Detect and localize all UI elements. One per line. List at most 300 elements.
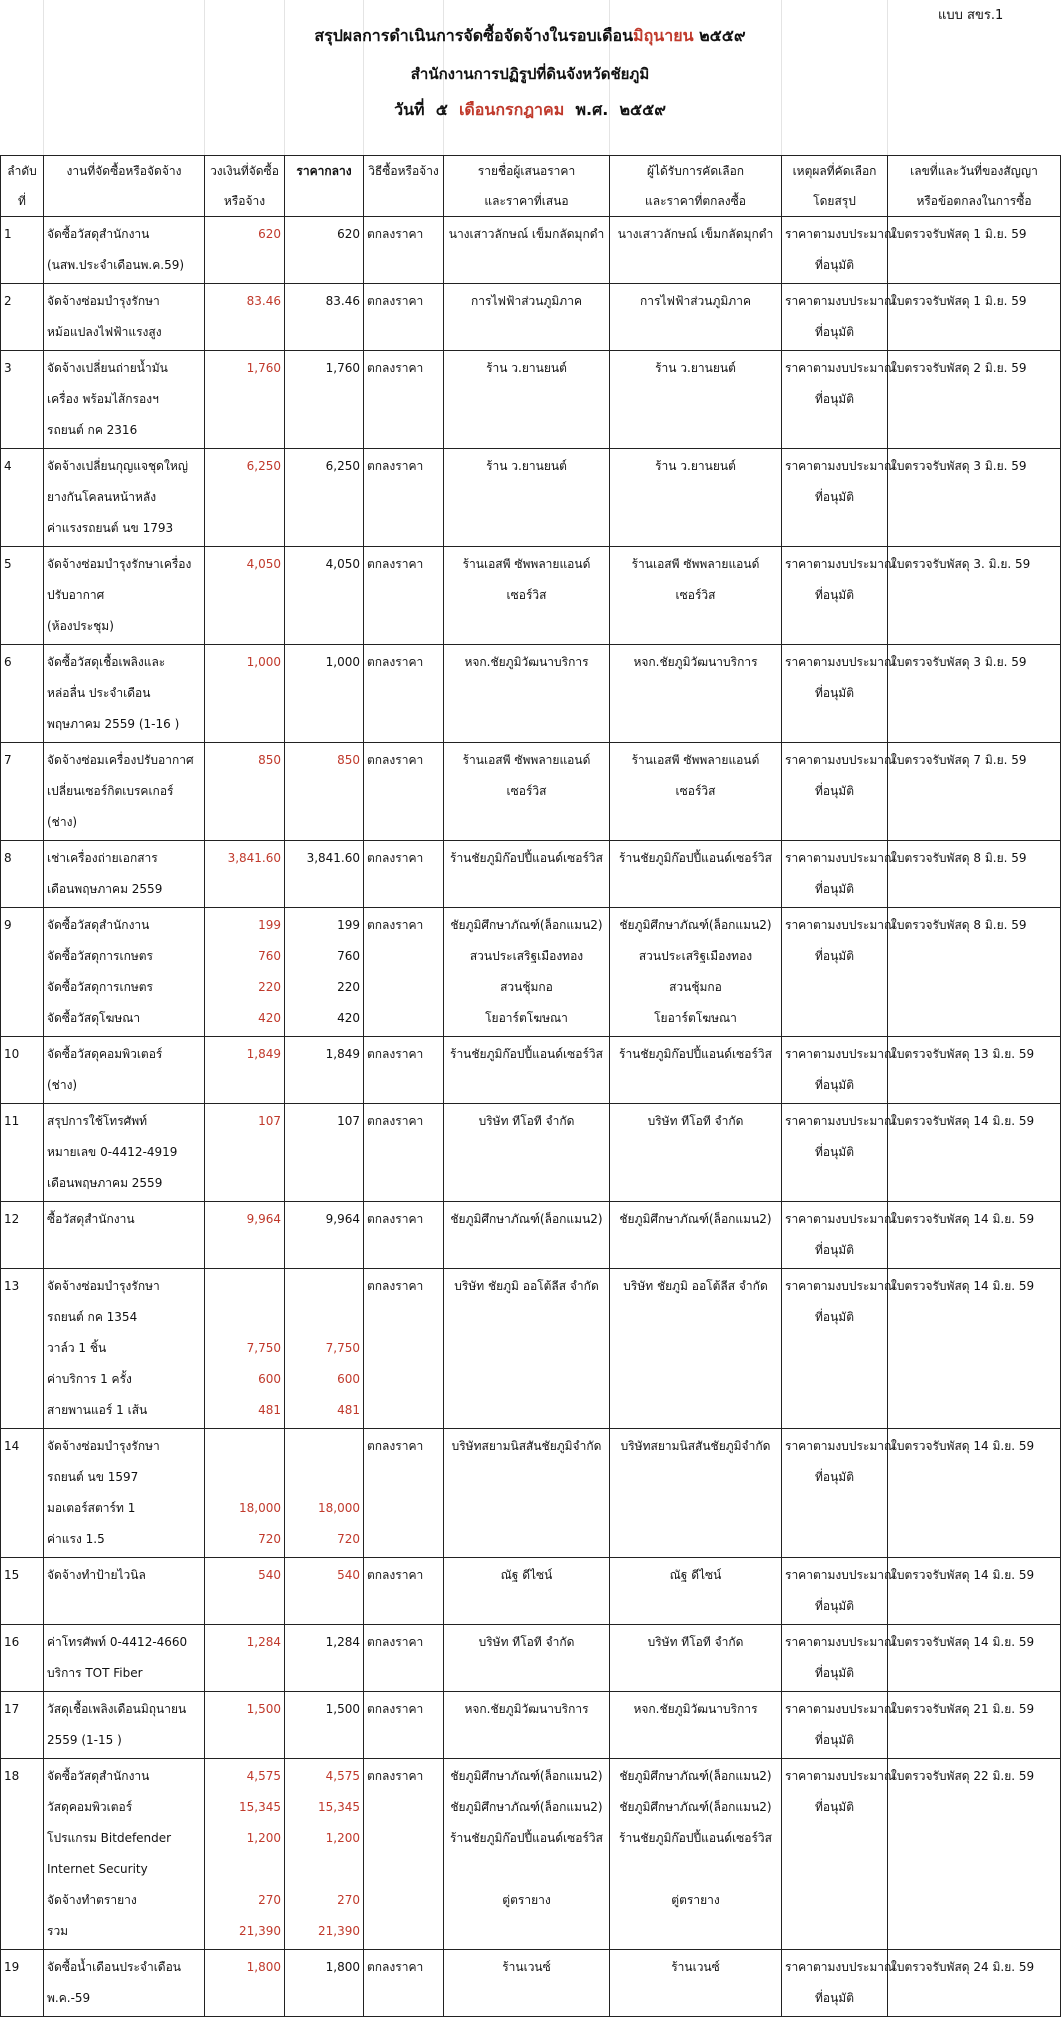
bidders-line: เซอร์วิส [506, 588, 547, 602]
method-value: ตกลงราคา [367, 1702, 424, 1716]
work-line: ซื้อวัสดุสำนักงาน [47, 1212, 135, 1226]
contract-value: ใบตรวจรับพัสดุ 1 มิ.ย. 59 [891, 227, 1027, 241]
selection-reason [782, 284, 896, 351]
work-line: 2559 (1-15 ) [47, 1733, 122, 1747]
work-line [47, 1591, 201, 1622]
row-number-value: 12 [4, 1212, 20, 1226]
selected-vendor [610, 449, 782, 547]
budget-line: 270 [258, 1893, 281, 1907]
row-number [1, 841, 44, 908]
selected-line [613, 1493, 778, 1524]
bidders-line: เซอร์วิส [506, 784, 547, 798]
median-line: 3,841.60 [306, 851, 360, 865]
selected-line: บริษัทสยามนิสสันชัยภูมิจำกัด [620, 1439, 771, 1453]
budget-line: 199 [258, 918, 281, 932]
budget-line: 18,000 [239, 1501, 281, 1515]
work-description [44, 1037, 205, 1104]
median-line: 540 [337, 1568, 360, 1582]
reason-line: ราคาตามงบประมาณ [785, 1439, 896, 1453]
selection-reason [782, 1202, 896, 1269]
work-line: จัดซื้อวัสดุเชื้อเพลิงและ [47, 655, 166, 669]
selected-vendor [610, 645, 782, 743]
selected-line [613, 874, 778, 905]
contract-ref [888, 449, 1061, 547]
bidders-line [447, 1462, 606, 1493]
bidders-line [447, 1725, 606, 1756]
work-description [44, 1104, 205, 1202]
bidders-line: ชัยภูมิศึกษาภัณฑ์(ล็อกแมน2) [450, 1800, 603, 1814]
budget-line: 220 [258, 980, 281, 994]
bidders [444, 1202, 610, 1269]
budget-line: 760 [258, 949, 281, 963]
report-date [0, 98, 1060, 123]
bidders-line [447, 1524, 606, 1555]
median-line [288, 482, 360, 513]
work-line: สรุปการใช้โทรศัพท์ [47, 1114, 148, 1128]
selected-line: ชัยภูมิศึกษาภัณฑ์(ล็อกแมน2) [619, 1800, 772, 1814]
contract-ref [888, 217, 1061, 284]
work-description [44, 1429, 205, 1558]
selected-line: ร้านชัยภูมิก๊อปปี้แอนด์เซอร์วิส [619, 1047, 772, 1061]
contract-value: ใบตรวจรับพัสดุ 14 มิ.ย. 59 [891, 1635, 1035, 1649]
header-reason: เหตุผลที่คัดเลือก โดยสรุป [782, 156, 888, 217]
bidders-line: ตู่ตรายาง [502, 1893, 551, 1907]
contract-ref [888, 1202, 1061, 1269]
budget-line [208, 1168, 281, 1199]
median-line: 1,000 [325, 655, 360, 669]
row-number-value: 7 [4, 753, 12, 767]
header-work: งานที่จัดซื้อหรือจัดจ้าง [44, 156, 205, 217]
selected-line [613, 1168, 778, 1199]
selected-vendor [610, 1269, 782, 1429]
method-value: ตกลงราคา [367, 1635, 424, 1649]
selected-line [613, 807, 778, 838]
median-line [288, 250, 360, 281]
work-line [47, 1235, 201, 1266]
bidders-line [447, 384, 606, 415]
row-number [1, 449, 44, 547]
table-row [1, 1759, 1061, 1950]
bidders-line: ชัยภูมิศึกษาภัณฑ์(ล็อกแมน2) [450, 1769, 603, 1783]
bidders [444, 908, 610, 1037]
selected-line: ชัยภูมิศึกษาภัณฑ์(ล็อกแมน2) [619, 1212, 772, 1226]
method-value: ตกลงราคา [367, 294, 424, 308]
budget-line: 1,200 [246, 1831, 281, 1845]
method-value: ตกลงราคา [367, 1047, 424, 1061]
row-number-value: 6 [4, 655, 12, 669]
purchase-method [364, 547, 444, 645]
reason-line [785, 1395, 884, 1426]
method-value: ตกลงราคา [367, 918, 424, 932]
median-line: 4,575 [325, 1769, 360, 1783]
purchase-method [364, 1269, 444, 1429]
reason-line [785, 1524, 884, 1555]
selected-line [613, 1725, 778, 1756]
median-line [288, 1137, 360, 1168]
table-row [1, 841, 1061, 908]
bidders-line [447, 1235, 606, 1266]
work-line: วัสดุคอมพิวเตอร์ [47, 1800, 133, 1814]
selected-line [613, 1302, 778, 1333]
contract-value: ใบตรวจรับพัสดุ 8 มิ.ย. 59 [891, 918, 1027, 932]
budget-line [208, 1462, 281, 1493]
median-line [288, 580, 360, 611]
work-line: พ.ค.-59 [47, 1991, 91, 2005]
selection-reason [782, 645, 896, 743]
work-description [44, 743, 205, 841]
row-number-value: 16 [4, 1635, 20, 1649]
selected-line: ณัฐ ดีไซน์ [669, 1568, 722, 1582]
selection-reason [782, 841, 896, 908]
table-row [1, 1429, 1061, 1558]
contract-value: ใบตรวจรับพัสดุ 24 มิ.ย. 59 [891, 1960, 1035, 1974]
reason-line: ที่อนุมัติ [814, 1599, 855, 1613]
selected-line [613, 611, 778, 642]
selected-line [613, 250, 778, 281]
median-line [288, 1591, 360, 1622]
bidders-line: หจก.ชัยภูมิวัฒนาบริการ [464, 655, 589, 669]
reason-line: ราคาตามงบประมาณ [785, 227, 896, 241]
selected-vendor [610, 1429, 782, 1558]
bidders-line: ร้านชัยภูมิก๊อปปี้แอนด์เซอร์วิส [450, 1831, 603, 1845]
budget-amount [205, 645, 285, 743]
work-line: เดือนพฤษภาคม 2559 [47, 882, 163, 896]
selection-reason [782, 1759, 896, 1950]
bidders-line: ร้าน ว.ยานยนต์ [486, 459, 567, 473]
budget-amount [205, 1202, 285, 1269]
purchase-method [364, 1429, 444, 1558]
budget-line: 620 [258, 227, 281, 241]
row-number [1, 351, 44, 449]
bidders [444, 1037, 610, 1104]
header-bidders: รายชื่อผู้เสนอราคา และราคาที่เสนอ [444, 156, 610, 217]
bidders [444, 351, 610, 449]
selected-vendor [610, 1037, 782, 1104]
median-line: 720 [337, 1532, 360, 1546]
reason-line [785, 1493, 884, 1524]
table-row [1, 1037, 1061, 1104]
budget-line [208, 1137, 281, 1168]
row-number [1, 743, 44, 841]
purchase-method [364, 1759, 444, 1950]
row-number [1, 547, 44, 645]
header-median-price: ราคากลาง [285, 156, 364, 217]
row-number [1, 1429, 44, 1558]
selected-line: นางเสาวลักษณ์ เข็มกลัดมุกดำ [617, 227, 774, 241]
bidders-line: บริษัท ทีโอที จำกัด [478, 1114, 575, 1128]
selected-line [613, 1395, 778, 1426]
bidders-line: สวนชุ้มกอ [500, 980, 553, 994]
budget-line: 481 [258, 1403, 281, 1417]
median-line [288, 611, 360, 642]
contract-ref [888, 1625, 1061, 1692]
selected-vendor [610, 1558, 782, 1625]
median-line: 1,200 [325, 1831, 360, 1845]
method-value: ตกลงราคา [367, 1769, 424, 1783]
budget-line: 720 [258, 1532, 281, 1546]
work-description [44, 1202, 205, 1269]
row-number-value: 8 [4, 851, 12, 865]
budget-line: 850 [258, 753, 281, 767]
selected-vendor [610, 547, 782, 645]
budget-line [208, 482, 281, 513]
header-row [1, 156, 1061, 217]
table-row [1, 284, 1061, 351]
row-number-value: 14 [4, 1439, 20, 1453]
row-number-value: 18 [4, 1769, 20, 1783]
selected-line [613, 482, 778, 513]
reason-line: ราคาตามงบประมาณ [785, 1702, 896, 1716]
contract-ref [888, 743, 1061, 841]
work-line: วาล์ว 1 ชิ้น [47, 1341, 107, 1355]
row-number-value: 13 [4, 1279, 20, 1293]
work-line: (ช่าง) [47, 1078, 78, 1092]
work-description [44, 547, 205, 645]
work-line: จัดจ้างซ่อมบำรุงรักษาเครื่อง [47, 557, 192, 571]
bidders-line: บริษัท ชัยภูมิ ออโต้ลีส จำกัด [454, 1279, 599, 1293]
contract-ref [888, 1429, 1061, 1558]
table-row [1, 1692, 1061, 1759]
median-line: 1,849 [325, 1047, 360, 1061]
reason-line: ราคาตามงบประมาณ [785, 459, 896, 473]
method-value: ตกลงราคา [367, 655, 424, 669]
contract-ref [888, 351, 1061, 449]
selected-line [613, 1916, 778, 1947]
median-price [285, 743, 364, 841]
median-line [288, 776, 360, 807]
work-line: หม้อแปลงไฟฟ้าแรงสูง [47, 325, 162, 339]
reason-line: ที่อนุมัติ [814, 686, 855, 700]
work-line: จัดจ้างเปลี่ยนกุญแจชุดใหญ่ [47, 459, 188, 473]
work-description [44, 645, 205, 743]
table-row [1, 1269, 1061, 1429]
reason-line [785, 1364, 884, 1395]
median-line: 7,750 [325, 1341, 360, 1355]
bidders-line [447, 1983, 606, 2014]
contract-value: ใบตรวจรับพัสดุ 14 มิ.ย. 59 [891, 1439, 1035, 1453]
date-label: วันที่ [394, 100, 425, 119]
budget-amount [205, 1558, 285, 1625]
work-line: รถยนต์ กค 1354 [47, 1310, 138, 1324]
reason-line [785, 611, 884, 642]
budget-line: 83.46 [246, 294, 281, 308]
median-line: 6,250 [325, 459, 360, 473]
work-description [44, 908, 205, 1037]
row-number-value: 19 [4, 1960, 20, 1974]
budget-line: 7,750 [246, 1341, 281, 1355]
selected-line [613, 1070, 778, 1101]
procurement-table [0, 155, 1061, 2017]
row-number-value: 2 [4, 294, 12, 308]
contract-ref [888, 1037, 1061, 1104]
purchase-method [364, 1950, 444, 2017]
bidders-line [447, 1591, 606, 1622]
median-line [288, 1658, 360, 1689]
reason-line: ราคาตามงบประมาณ [785, 851, 896, 865]
bidders-line [447, 317, 606, 348]
reason-line: ราคาตามงบประมาณ [785, 361, 896, 375]
median-line [288, 874, 360, 905]
work-line: จัดซื้อวัสดุการเกษตร [47, 949, 153, 963]
title-year: ๒๕๕๙ [699, 26, 746, 45]
selected-line [613, 1524, 778, 1555]
table-row [1, 1104, 1061, 1202]
median-line: 600 [337, 1372, 360, 1386]
selected-vendor [610, 1692, 782, 1759]
row-number [1, 1558, 44, 1625]
selection-reason [782, 743, 896, 841]
selection-reason [782, 449, 896, 547]
bidders-line: ร้าน ว.ยานยนต์ [486, 361, 567, 375]
contract-ref [888, 1950, 1061, 2017]
selected-line: ร้าน ว.ยานยนต์ [655, 459, 736, 473]
budget-line: 420 [258, 1011, 281, 1025]
method-value: ตกลงราคา [367, 459, 424, 473]
header-budget: วงเงินที่จัดซื้อ หรือจ้าง [205, 156, 285, 217]
median-line [288, 1854, 360, 1885]
selected-line [613, 678, 778, 709]
reason-line: ราคาตามงบประมาณ [785, 1114, 896, 1128]
purchase-method [364, 743, 444, 841]
selection-reason [782, 1269, 896, 1429]
median-price [285, 1950, 364, 2017]
row-number [1, 645, 44, 743]
selected-line: บริษัท ทีโอที จำกัด [647, 1635, 744, 1649]
median-line: 760 [337, 949, 360, 963]
bidders-line [447, 1658, 606, 1689]
reason-line: ที่อนุมัติ [814, 1310, 855, 1324]
contract-ref [888, 645, 1061, 743]
work-line: จัดซื้อวัสดุสำนักงาน [47, 227, 150, 241]
bidders-line: โยอาร์ตโฆษณา [485, 1011, 568, 1025]
median-price [285, 351, 364, 449]
contract-ref [888, 1692, 1061, 1759]
work-line: Internet Security [47, 1862, 148, 1876]
work-line: ค่าแรงรถยนต์ นข 1793 [47, 521, 174, 535]
budget-line [208, 776, 281, 807]
reason-line: ที่อนุมัติ [814, 1733, 855, 1747]
budget-line: 1,760 [246, 361, 281, 375]
work-description [44, 351, 205, 449]
reason-line: ที่อนุมัติ [814, 1991, 855, 2005]
work-line: จัดซื้อวัสดุการเกษตร [47, 980, 153, 994]
median-line: 1,760 [325, 361, 360, 375]
budget-line: 107 [258, 1114, 281, 1128]
reason-line [785, 1333, 884, 1364]
form-code: แบบ สขร.1 [938, 8, 1004, 23]
row-number [1, 1202, 44, 1269]
contract-value: ใบตรวจรับพัสดุ 14 มิ.ย. 59 [891, 1568, 1035, 1582]
reason-line: ราคาตามงบประมาณ [785, 1635, 896, 1649]
table-row [1, 449, 1061, 547]
budget-line [208, 1302, 281, 1333]
budget-line [208, 1854, 281, 1885]
median-price [285, 1202, 364, 1269]
budget-line [208, 678, 281, 709]
bidders [444, 1950, 610, 2017]
bidders [444, 743, 610, 841]
method-value: ตกลงราคา [367, 557, 424, 571]
budget-line [208, 250, 281, 281]
contract-value: ใบตรวจรับพัสดุ 2 มิ.ย. 59 [891, 361, 1027, 375]
budget-line [208, 1235, 281, 1266]
work-line: ค่าแรง 1.5 [47, 1532, 105, 1546]
reason-line: ราคาตามงบประมาณ [785, 557, 896, 571]
budget-line: 9,964 [246, 1212, 281, 1226]
budget-line: 600 [258, 1372, 281, 1386]
budget-line [208, 1431, 281, 1462]
reason-line [785, 807, 884, 838]
median-line: 1,800 [325, 1960, 360, 1974]
row-number-value: 3 [4, 361, 12, 375]
selected-vendor [610, 1625, 782, 1692]
work-line: มอเตอร์สตาร์ท 1 [47, 1501, 136, 1515]
median-line [288, 1983, 360, 2014]
table-row [1, 743, 1061, 841]
bidders-line: ร้านเอสพี ซัพพลายแอนด์ [462, 557, 591, 571]
work-line: พฤษภาคม 2559 (1-16 ) [47, 717, 180, 731]
selected-line [613, 1333, 778, 1364]
work-line: ยางกันโคลนหน้าหลัง [47, 490, 157, 504]
work-line: จัดจ้างทำตรายาง [47, 1893, 137, 1907]
work-description [44, 1558, 205, 1625]
work-description [44, 1269, 205, 1429]
bidders-line [447, 1302, 606, 1333]
work-line: รถยนต์ กค 2316 [47, 423, 138, 437]
reason-line: ที่อนุมัติ [814, 1243, 855, 1257]
selected-line [613, 1658, 778, 1689]
reason-line: ราคาตามงบประมาณ [785, 1769, 896, 1783]
median-line: 107 [337, 1114, 360, 1128]
reason-line: ที่อนุมัติ [814, 392, 855, 406]
selected-line [613, 1983, 778, 2014]
selected-line [613, 1854, 778, 1885]
bidders-line [447, 250, 606, 281]
selection-reason [782, 351, 896, 449]
bidders [444, 841, 610, 908]
median-line [288, 678, 360, 709]
bidders [444, 1625, 610, 1692]
date-year: ๒๕๕๙ [619, 100, 666, 119]
selected-vendor [610, 284, 782, 351]
selected-line: ร้านเอสพี ซัพพลายแอนด์ [631, 753, 760, 767]
selected-vendor [610, 908, 782, 1037]
bidders-line [447, 874, 606, 905]
median-line: 1,284 [325, 1635, 360, 1649]
selected-line: โยอาร์ตโฆษณา [654, 1011, 737, 1025]
median-line [288, 1725, 360, 1756]
header-method: วิธีซื้อหรือจ้าง [364, 156, 444, 217]
selected-line: ชัยภูมิศึกษาภัณฑ์(ล็อกแมน2) [619, 918, 772, 932]
work-line: ค่าบริการ 1 ครั้ง [47, 1372, 132, 1386]
bidders-line [447, 1854, 606, 1885]
bidders-line: ชัยภูมิศึกษาภัณฑ์(ล็อกแมน2) [450, 1212, 603, 1226]
median-line [288, 1462, 360, 1493]
reason-line: ราคาตามงบประมาณ [785, 1568, 896, 1582]
contract-value: ใบตรวจรับพัสดุ 14 มิ.ย. 59 [891, 1114, 1035, 1128]
budget-amount [205, 284, 285, 351]
reason-line [785, 972, 884, 1003]
bidders-line [447, 611, 606, 642]
selected-line: ร้านชัยภูมิก๊อปปี้แอนด์เซอร์วิส [619, 851, 772, 865]
median-line [288, 807, 360, 838]
selected-line: หจก.ชัยภูมิวัฒนาบริการ [633, 655, 758, 669]
budget-line [208, 1271, 281, 1302]
selected-line: เซอร์วิส [675, 588, 716, 602]
median-price [285, 1625, 364, 1692]
median-line [288, 1271, 360, 1302]
budget-amount [205, 1037, 285, 1104]
